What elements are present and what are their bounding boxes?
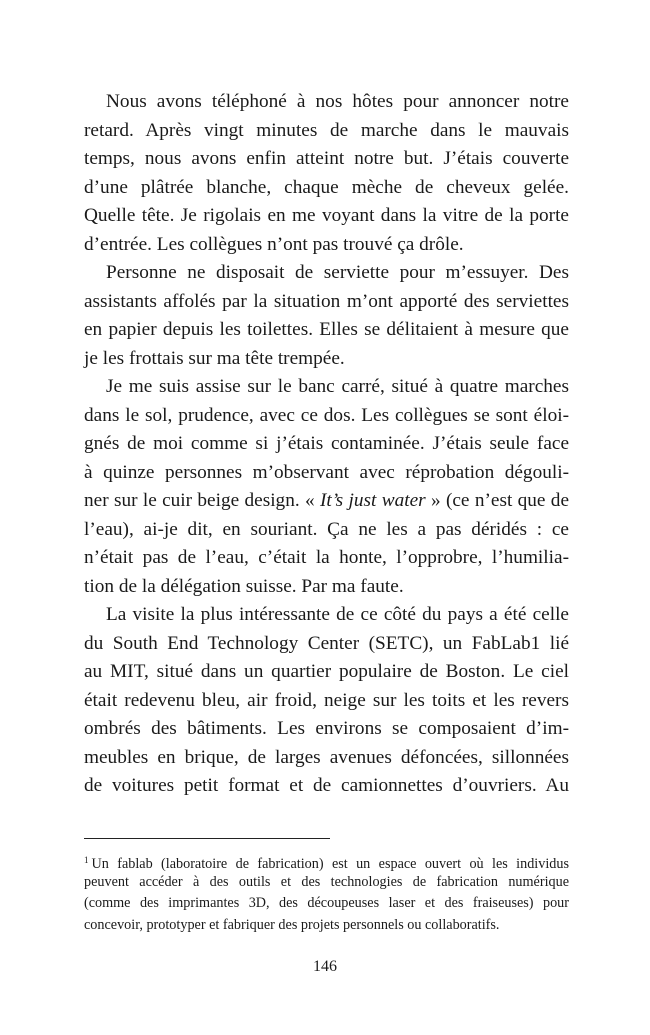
text-line <box>84 402 569 431</box>
text-line-content: Je me suis assise sur le banc carré, situé à quatre marches <box>106 376 569 397</box>
footnote-line: $^1$ Un fablab (laboratoire de fabrication) est un espace ouvert où les individus <box>84 855 569 872</box>
body-text <box>84 88 569 801</box>
text-line <box>84 772 569 801</box>
text-line-content: à quinze personnes m’observant avec réprobation dégouli- <box>84 461 569 483</box>
text-line <box>84 687 569 716</box>
footnote-line: (comme des imprimantes 3D, des découpeuses laser et des fraiseuses) pour <box>84 895 569 912</box>
text-line-content: d’une plâtrée blanche, chaque mèche de cheveux gelée. <box>84 176 569 198</box>
text-line-content: je les frottais sur ma tête trempée. <box>84 347 345 369</box>
text-line-content: au MIT, situé dans un quartier populaire de Boston. Le ciel <box>84 661 569 682</box>
text-line-content: tion de la délégation suisse. Par ma faute. <box>84 575 404 597</box>
text-line-content: d’entrée. Les collègues n’ont pas trouvé ça drôle. <box>84 233 464 255</box>
text-line <box>84 202 569 231</box>
text-line <box>84 544 569 573</box>
text-line <box>84 345 569 374</box>
text-line <box>84 259 569 288</box>
footnote-line: peuvent accéder à des outils et des technologies de fabrication numérique <box>84 873 569 890</box>
text-line-content: Quelle tête. Je rigolais en me voyant dans la vitre de la porte <box>84 205 569 226</box>
text-line <box>84 316 569 345</box>
text-line <box>84 715 569 744</box>
footnote-marker: 1 <box>84 855 89 865</box>
text-line <box>84 231 569 260</box>
text-line <box>84 658 569 687</box>
text-line <box>84 88 569 117</box>
text-line <box>84 430 569 459</box>
text-line <box>84 174 569 203</box>
text-line-content: dans le sol, prudence, avec ce dos. Les collègues se sont éloi- <box>84 404 569 426</box>
text-line-content: assistants affolés par la situation m’ont apporté des serviettes <box>84 290 569 312</box>
text-line-content: retard. Après vingt minutes de marche dans le mauvais <box>84 119 569 141</box>
text-line <box>84 601 569 630</box>
text-line-content: meubles en brique, de larges avenues défoncées, sillonnées <box>84 746 569 768</box>
footnote <box>84 850 569 937</box>
text-line-content: ombrés des bâtiments. Les environs se composaient d’im- <box>84 718 569 739</box>
text-line-content: temps, nous avons enfin atteint notre but. J’étais couverte <box>84 148 569 169</box>
text-line-content: ner sur le cuir beige design. « It’s just water » (ce n’est que de <box>84 490 570 511</box>
text-line-content: en papier depuis les toilettes. Elles se délitaient à mesure que <box>84 319 569 340</box>
text-line <box>84 288 569 317</box>
text-line <box>84 145 569 174</box>
italic-phrase: It’s just water <box>319 490 426 511</box>
footnote-divider <box>84 838 330 839</box>
text-line-content: de voitures petit format et de camionnettes d’ouvriers. Au <box>84 775 569 796</box>
text-line-content: gnés de moi comme si j’étais contaminée. J’étais seule face <box>84 433 569 454</box>
text-line <box>84 744 569 773</box>
text-line-content: Personne ne disposait de serviette pour m’essuyer. Des <box>106 262 569 283</box>
text-line <box>84 487 569 516</box>
text-line-content: n’était pas de l’eau, c’était la honte, l’opprobre, l’humilia- <box>84 547 569 568</box>
text-line <box>84 573 569 602</box>
text-line <box>84 373 569 402</box>
text-line-content: du South End Technology Center (SETC), un FabLab1 lié <box>84 632 569 654</box>
text-line <box>84 117 569 146</box>
text-line-content: Nous avons téléphoné à nos hôtes pour annoncer notre <box>106 91 569 112</box>
footnote-line: concevoir, prototyper et fabriquer des projets personnels ou collaboratifs. <box>84 917 500 934</box>
page-number: 146 <box>313 958 337 975</box>
text-line-content: était redevenu bleu, air froid, neige sur les toits et les revers <box>84 689 569 711</box>
text-line-content: l’eau), ai-je dit, en souriant. Ça ne les a pas déridés : ce <box>84 518 569 540</box>
text-line <box>84 516 569 545</box>
text-line-content: La visite la plus intéressante de ce côté du pays a été celle <box>106 604 569 625</box>
text-line <box>84 630 569 659</box>
text-line <box>84 459 569 488</box>
